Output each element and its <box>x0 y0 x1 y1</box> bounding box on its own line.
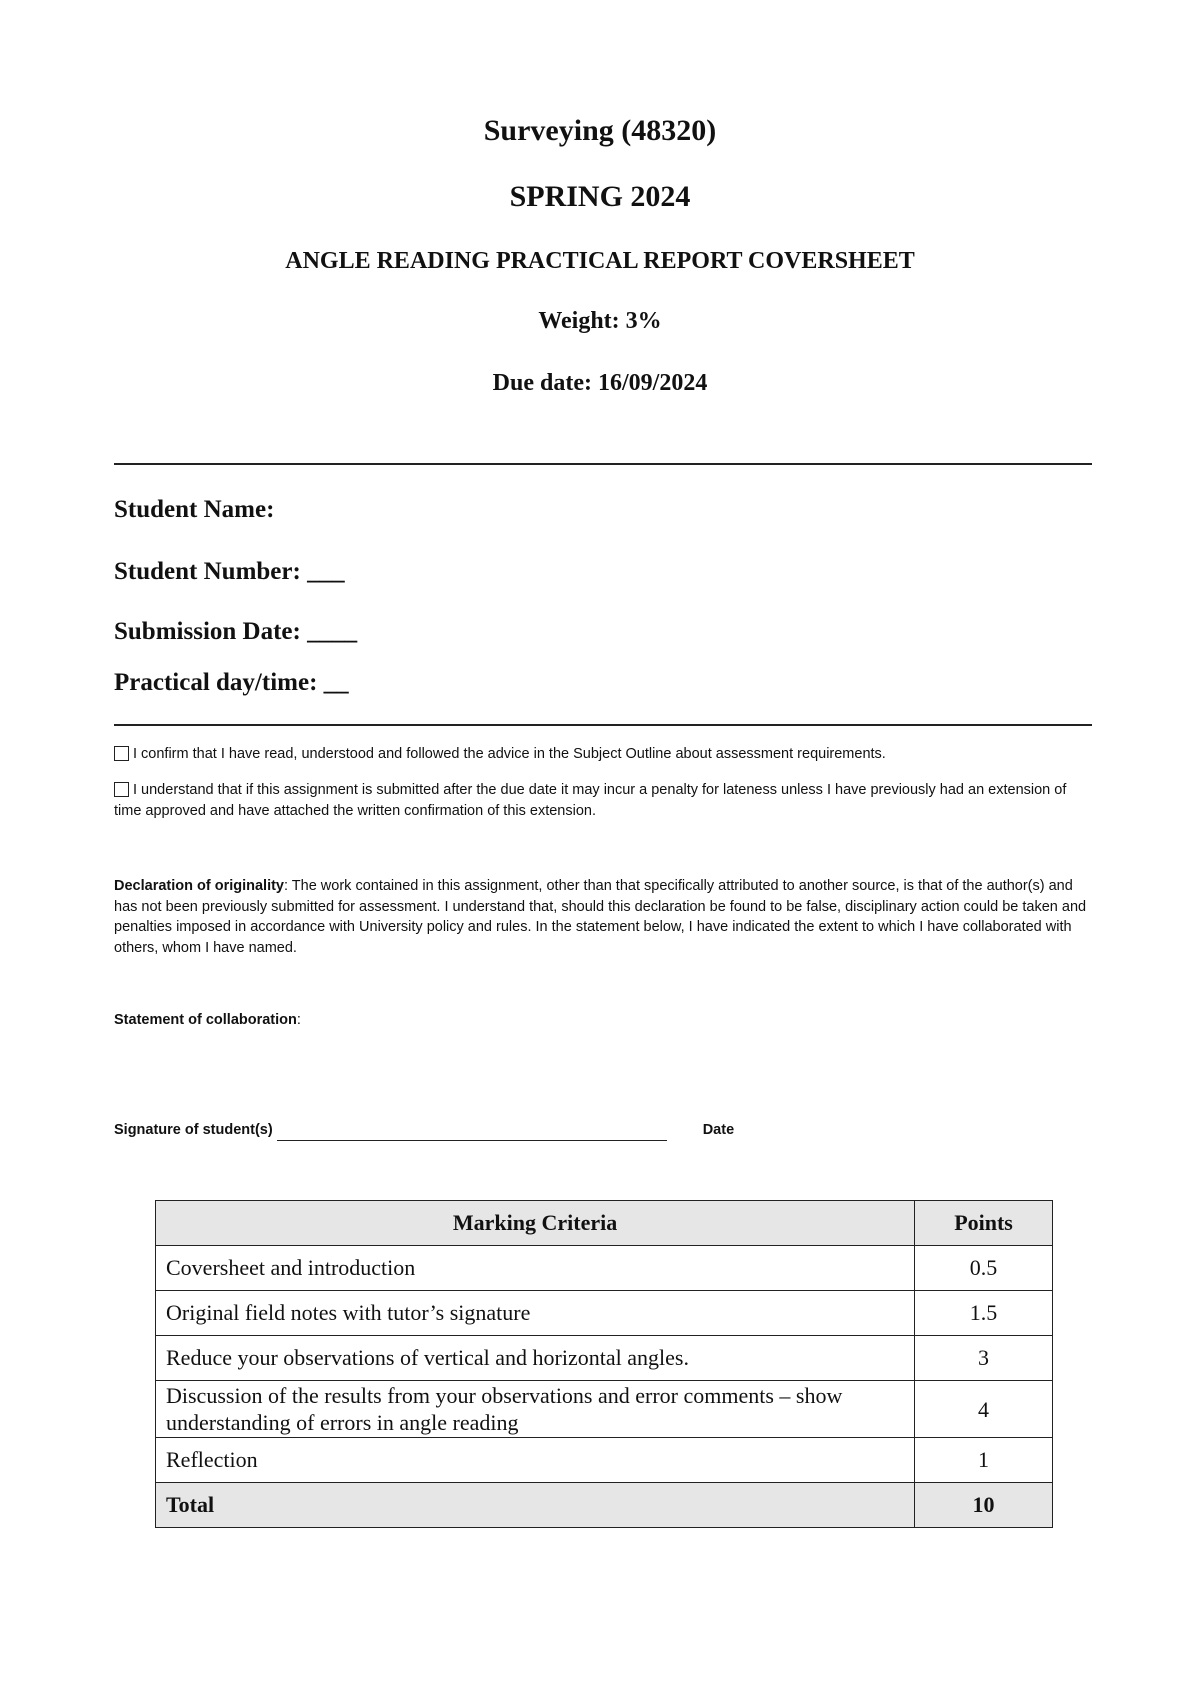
table-row <box>156 1246 1053 1291</box>
date-label: Date <box>702 1122 735 1138</box>
signature-row <box>114 1120 1094 1141</box>
signature-label: Signature of student(s) <box>114 1122 273 1138</box>
student-name-field: Student Name: <box>114 496 275 523</box>
points-cell: 4 <box>915 1381 1053 1438</box>
criteria-cell: Coversheet and introduction <box>156 1246 915 1291</box>
collaboration-heading: Statement of collaboration <box>114 1012 297 1028</box>
criteria-cell: Original field notes with tutor’s signature <box>156 1291 915 1336</box>
declaration-paragraph <box>114 876 1094 958</box>
table-row <box>156 1336 1053 1381</box>
divider-bottom <box>114 724 1092 726</box>
term-title: SPRING 2024 <box>509 180 691 213</box>
signature-line[interactable] <box>277 1126 667 1141</box>
confirm-read-label: I confirm that I have read, understood and followed the advice in the Subject Outline about assessment requirements. <box>133 746 886 762</box>
criteria-cell: Discussion of the results from your observations and error comments – show understanding of errors in angle reading <box>156 1381 915 1438</box>
points-cell: 3 <box>915 1336 1053 1381</box>
late-penalty-item <box>114 780 1094 822</box>
table-row <box>156 1438 1053 1483</box>
total-row <box>156 1483 1053 1528</box>
total-label-cell: Total <box>156 1483 915 1528</box>
points-column-header: Points <box>915 1201 1053 1246</box>
table-header-row <box>156 1201 1053 1246</box>
course-title: Surveying (48320) <box>483 114 717 147</box>
collaboration-suffix: : <box>296 1012 301 1028</box>
points-cell: 0.5 <box>915 1246 1053 1291</box>
late-penalty-checkbox[interactable] <box>114 782 129 797</box>
points-cell: 1.5 <box>915 1291 1053 1336</box>
divider-top <box>114 463 1092 465</box>
points-cell: 1 <box>915 1438 1053 1483</box>
declaration-text: : The work contained in this assignment, other than that specifically attributed to another source, is that of the author(s) and has not been previously submitted for assessment. I understand that, should this declaration be found to be false, disciplinary action could be taken and penalties imposed in accordance with University policy and rules. In the statement below, I have indicated the extent to which I have collaborated with others, whom I have named. <box>114 878 1087 956</box>
practical-day-time-field: Practical day/time: __ <box>114 669 349 696</box>
total-points-cell: 10 <box>915 1483 1053 1528</box>
due-date-label: Due date: 16/09/2024 <box>492 370 708 396</box>
criteria-column-header: Marking Criteria <box>156 1201 915 1246</box>
submission-date-field: Submission Date: ____ <box>114 618 358 645</box>
collaboration-statement <box>114 1010 1094 1031</box>
marking-criteria-table <box>155 1200 1053 1528</box>
table-row <box>156 1381 1053 1438</box>
weight-label: Weight: 3% <box>538 308 662 334</box>
confirm-read-item <box>114 744 1094 765</box>
confirm-read-checkbox[interactable] <box>114 746 129 761</box>
declaration-heading: Declaration of originality <box>114 878 284 894</box>
student-number-field: Student Number: ___ <box>114 558 345 585</box>
report-title: ANGLE READING PRACTICAL REPORT COVERSHEET <box>285 248 915 274</box>
criteria-cell: Reduce your observations of vertical and horizontal angles. <box>156 1336 915 1381</box>
table-row <box>156 1291 1053 1336</box>
late-penalty-label: I understand that if this assignment is submitted after the due date it may incur a penalty for lateness unless I have previously had an extension of time approved and have attached the written confirmation of this extension. <box>114 782 1067 819</box>
criteria-cell: Reflection <box>156 1438 915 1483</box>
